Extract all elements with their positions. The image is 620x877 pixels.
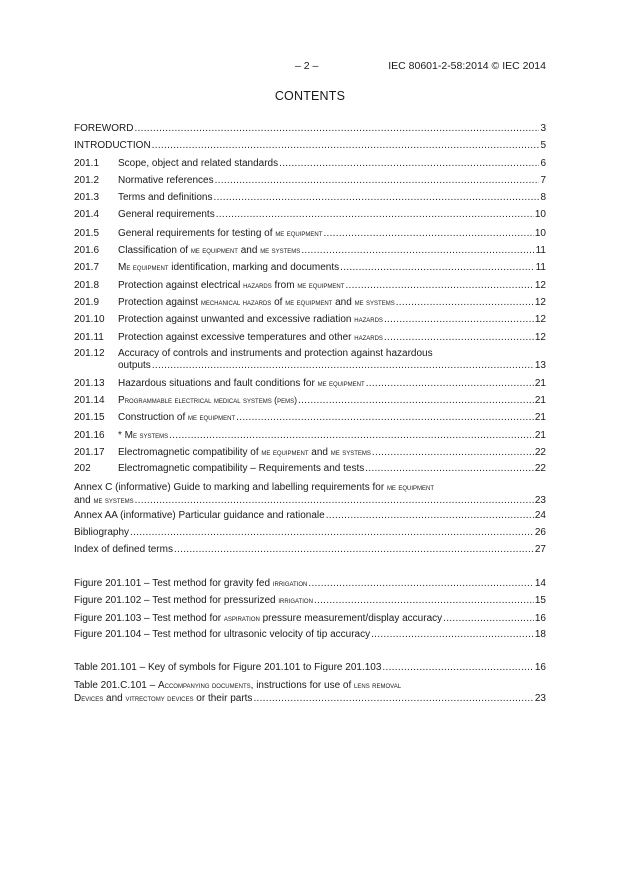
entry-title	[118, 394, 297, 407]
section-number: 201.15	[74, 412, 105, 424]
toc-entry[interactable]	[74, 227, 546, 244]
leader-dots	[396, 297, 534, 309]
entry-title-continued: outputs	[118, 359, 151, 371]
section-number: 201.12	[74, 347, 105, 359]
page-ref: 3	[540, 123, 546, 134]
toc-entry[interactable]	[74, 394, 546, 411]
entry-title: Normative references	[118, 174, 214, 186]
entry-title: Classification of me equipment and me systems	[118, 245, 301, 257]
page-ref: 11	[535, 262, 546, 274]
leader-dots	[253, 693, 533, 705]
defined-term: me equipment	[275, 227, 323, 238]
leader-dots	[326, 510, 534, 522]
defined-term: me systems	[93, 494, 134, 505]
toc-entry[interactable]	[74, 261, 546, 278]
toc-entry[interactable]	[74, 192, 546, 209]
page-ref: 6	[540, 157, 546, 169]
document-id: IEC 80601-2-58:2014 © IEC 2014	[388, 60, 546, 72]
page-ref: 14	[534, 578, 546, 589]
figures-entry[interactable]	[74, 629, 546, 646]
toc-entry[interactable]	[74, 463, 546, 480]
section-number: 201.1	[74, 157, 100, 169]
section-number: 201.16	[74, 429, 105, 441]
section-number: 201.17	[74, 447, 105, 459]
entry-title: Me equipment identification, marking and documents	[118, 262, 340, 274]
defined-term: aspiration	[223, 612, 260, 623]
defined-term: me equipment	[188, 412, 236, 423]
leader-dots	[384, 314, 534, 326]
defined-term: me equipment	[297, 279, 345, 290]
defined-term: lens removal	[354, 680, 402, 691]
leader-dots	[323, 228, 533, 240]
defined-term: hazards	[354, 314, 383, 325]
leader-dots	[443, 613, 534, 625]
leader-dots	[372, 447, 534, 459]
leader-dots	[169, 430, 534, 442]
tables-entry[interactable]	[74, 679, 546, 708]
toc-entry[interactable]	[74, 209, 546, 226]
entry-title: Accuracy of controls and instruments and protection against hazardous	[118, 347, 433, 359]
page-ref: 12	[534, 279, 546, 291]
section-number: 202	[74, 463, 91, 475]
toc-entry[interactable]	[74, 544, 546, 561]
section-number: 201.4	[74, 209, 100, 221]
leader-dots	[365, 463, 534, 475]
defined-term: vitrectomy devices	[125, 693, 194, 704]
leader-dots	[345, 280, 533, 292]
leader-dots	[340, 262, 534, 274]
toc-entry[interactable]	[74, 429, 546, 446]
entry-title-continued: Devices and vitrectomy devices or their parts	[74, 693, 253, 705]
page-ref: 7	[540, 174, 546, 186]
toc-entry[interactable]	[74, 411, 546, 428]
entry-title: Terms and definitions	[118, 192, 213, 204]
entry-title: INTRODUCTION	[74, 140, 151, 152]
page-ref: 26	[534, 526, 546, 538]
page-ref: 21	[534, 395, 546, 407]
toc-main-list	[74, 123, 546, 562]
page-ref: 21	[534, 429, 546, 441]
toc-entry[interactable]	[74, 140, 546, 157]
page-number: – 2 –	[295, 60, 319, 72]
page-ref: 10	[534, 227, 546, 239]
toc-entry[interactable]	[74, 244, 546, 261]
page-ref: 24	[534, 509, 546, 521]
toc-entry[interactable]	[74, 158, 546, 175]
toc-entry[interactable]	[74, 123, 546, 140]
toc-entry[interactable]	[74, 446, 546, 463]
page-ref: 23	[534, 693, 546, 705]
defined-term: Accompanying documents	[157, 680, 251, 692]
page-ref: 16	[534, 662, 546, 673]
entry-title: Figure 201.103 – Test method for aspiration pressure measurement/display accuracy	[74, 612, 443, 624]
page-ref: 21	[534, 412, 546, 424]
leader-dots	[174, 544, 534, 556]
section-number: 201.8	[74, 279, 100, 291]
entry-title: * Me systems	[118, 429, 169, 441]
toc-entry[interactable]	[74, 279, 546, 296]
figures-entry[interactable]	[74, 612, 546, 629]
page-ref: 18	[534, 628, 546, 640]
page-ref: 22	[534, 463, 546, 475]
section-number: 201.6	[74, 245, 100, 257]
toc-entry[interactable]	[74, 527, 546, 544]
entry-title: Figure 201.101 – Test method for gravity fed irrigation	[74, 578, 308, 589]
toc-entry[interactable]	[74, 313, 546, 330]
page-ref: 16	[534, 612, 546, 624]
entry-title: Bibliography	[74, 526, 130, 538]
section-number: 201.14	[74, 395, 105, 407]
entry-title: General requirements for testing of me equipment	[118, 227, 323, 239]
entry-title: Table 201.C.101 – Accompanying documents, instructions for use of lens removal	[74, 680, 402, 692]
defined-term: Programmable electrical medical systems (pems)	[118, 395, 298, 407]
page-ref: 15	[534, 595, 546, 607]
defined-term: me equipment	[190, 245, 238, 256]
leader-dots	[130, 527, 534, 539]
section-number: 201.3	[74, 192, 100, 204]
page-ref: 12	[534, 331, 546, 343]
entry-title: Figure 201.104 – Test method for ultrasonic velocity of tip accuracy	[74, 628, 371, 640]
defined-term: Devices	[74, 693, 104, 705]
entry-title: Scope, object and related standards	[118, 157, 279, 169]
entry-title: Index of defined terms	[74, 544, 173, 556]
leader-dots	[236, 412, 534, 424]
page-ref: 5	[540, 140, 546, 152]
page-ref: 27	[534, 544, 546, 556]
page-ref: 12	[534, 296, 546, 308]
toc-entry[interactable]	[74, 377, 546, 394]
defined-term: me systems	[260, 245, 301, 256]
defined-term: irrigation	[278, 595, 313, 606]
entry-title: Hazardous situations and fault conditions for me equipment	[118, 377, 365, 389]
entry-title: Annex C (informative) Guide to marking and labelling requirements for me equipment	[74, 481, 435, 493]
defined-term: me equipment	[386, 481, 435, 492]
leader-dots	[371, 629, 534, 641]
leader-dots	[314, 595, 534, 607]
defined-term: Me systems	[124, 429, 169, 441]
entry-title: Electromagnetic compatibility – Requirements and tests	[118, 463, 365, 475]
entry-title: FOREWORD	[74, 123, 134, 134]
tables-entry[interactable]	[74, 662, 546, 679]
entry-title: General requirements	[118, 209, 215, 221]
defined-term: me equipment	[285, 296, 333, 307]
section-number: 201.13	[74, 377, 105, 389]
defined-term: me equipment	[261, 447, 309, 458]
defined-term: me equipment	[317, 377, 365, 388]
page-header	[0, 60, 620, 74]
leader-dots	[308, 578, 533, 590]
defined-term: Me equipment	[118, 262, 169, 274]
toc-entry[interactable]	[74, 296, 546, 313]
leader-dots	[134, 123, 539, 135]
page-ref: 11	[535, 245, 546, 257]
toc-entry[interactable]	[74, 510, 546, 527]
leader-dots	[384, 332, 534, 344]
entry-title: Electromagnetic compatibility of me equipment and me systems	[118, 447, 371, 459]
toc-tables-list	[74, 662, 546, 708]
leader-dots	[135, 495, 534, 507]
contents-title: CONTENTS	[274, 89, 346, 103]
toc-entry[interactable]	[74, 348, 546, 377]
toc-entry[interactable]	[74, 331, 546, 348]
leader-dots	[279, 158, 539, 170]
defined-term: hazards	[354, 331, 383, 342]
entry-title: Protection against electrical hazards from me equipment	[118, 279, 345, 291]
page-ref: 23	[534, 494, 546, 506]
toc-entry[interactable]	[74, 481, 546, 510]
leader-dots	[152, 360, 534, 372]
defined-term: irrigation	[272, 578, 308, 588]
toc-figures-list	[74, 577, 546, 646]
section-number: 201.2	[74, 174, 100, 186]
leader-dots	[216, 209, 534, 221]
leader-dots	[152, 140, 540, 152]
leader-dots	[382, 662, 533, 674]
section-number: 201.11	[74, 331, 104, 343]
page-ref: 8	[540, 192, 546, 204]
entry-title: Table 201.101 – Key of symbols for Figure 201.101 to Figure 201.103	[74, 662, 382, 673]
toc-entry[interactable]	[74, 175, 546, 192]
section-number: 201.9	[74, 296, 100, 308]
section-number: 201.10	[74, 314, 105, 326]
defined-term: me systems	[354, 296, 395, 307]
defined-term: mechanical hazards	[200, 296, 272, 307]
entry-title: Protection against unwanted and excessive radiation hazards	[118, 314, 383, 326]
section-number: 201.5	[74, 227, 100, 239]
page-ref: 22	[534, 447, 546, 459]
entry-title: Figure 201.102 – Test method for pressurized irrigation	[74, 595, 313, 607]
section-number: 201.7	[74, 262, 100, 274]
entry-title-continued: and me systems	[74, 494, 134, 506]
page-ref: 21	[534, 377, 546, 389]
figures-entry[interactable]	[74, 577, 546, 594]
entry-title: Protection against mechanical hazards of me equipment and me systems	[118, 296, 395, 308]
defined-term: me systems	[330, 447, 371, 458]
entry-title: Annex AA (informative) Particular guidance and rationale	[74, 509, 325, 521]
page-ref: 10	[534, 209, 546, 221]
leader-dots	[214, 192, 540, 204]
defined-term: hazards	[243, 279, 272, 290]
leader-dots	[366, 378, 534, 390]
leader-dots	[298, 395, 534, 407]
entry-title: Protection against excessive temperatures and other hazards	[118, 331, 383, 343]
leader-dots	[301, 245, 534, 257]
page-ref: 13	[534, 359, 546, 371]
figures-entry[interactable]	[74, 594, 546, 611]
leader-dots	[215, 175, 540, 187]
page-ref: 12	[534, 314, 546, 326]
entry-title: Construction of me equipment	[118, 412, 236, 424]
